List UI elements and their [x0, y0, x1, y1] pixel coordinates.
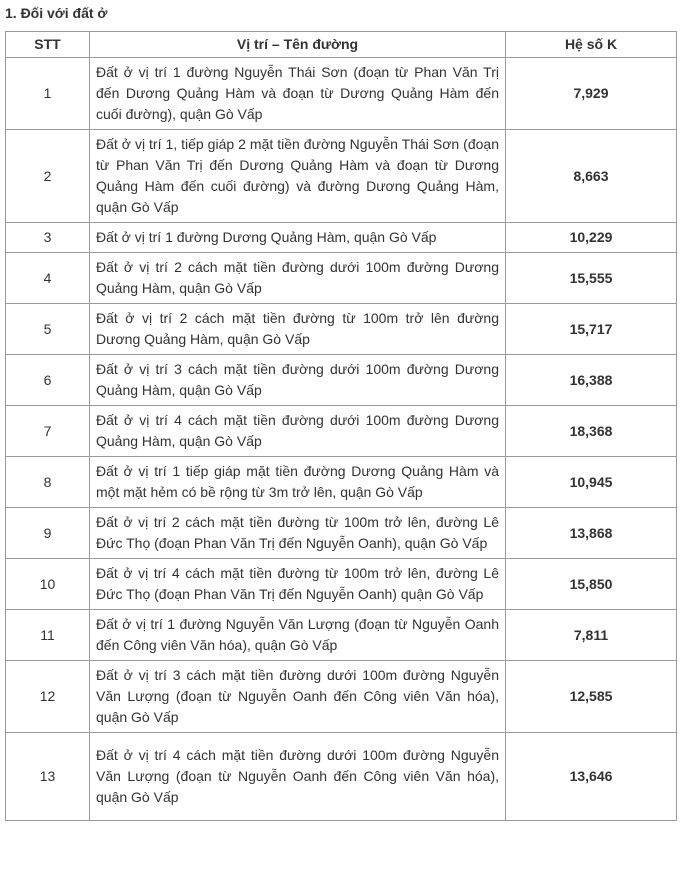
cell-stt: 7	[6, 406, 90, 457]
cell-k: 8,663	[506, 130, 677, 223]
cell-k: 7,929	[506, 58, 677, 130]
cell-location: Đất ở vị trí 3 cách mặt tiền đường dưới 100m đường Nguyễn Văn Lượng (đoạn từ Nguyễn Oanh đến Công viên Văn hóa), quận Gò Vấp	[90, 661, 506, 733]
cell-location: Đất ở vị trí 1 tiếp giáp mặt tiền đường Dương Quảng Hàm và một mặt hẻm có bề rộng từ 3m trở lên, quận Gò Vấp	[90, 457, 506, 508]
cell-stt: 3	[6, 223, 90, 253]
cell-k: 12,585	[506, 661, 677, 733]
cell-k: 7,811	[506, 610, 677, 661]
header-location: Vị trí – Tên đường	[90, 32, 506, 58]
cell-location: Đất ở vị trí 1 đường Nguyễn Văn Lượng (đoạn từ Nguyễn Oanh đến Công viên Văn hóa), quận Gò Vấp	[90, 610, 506, 661]
table-row	[6, 559, 677, 610]
cell-location: Đất ở vị trí 4 cách mặt tiền đường dưới 100m đường Dương Quảng Hàm, quận Gò Vấp	[90, 406, 506, 457]
cell-k: 15,717	[506, 304, 677, 355]
cell-stt: 2	[6, 130, 90, 223]
cell-location: Đất ở vị trí 2 cách mặt tiền đường từ 100m trở lên đường Dương Quảng Hàm, quận Gò Vấp	[90, 304, 506, 355]
table-row	[6, 304, 677, 355]
cell-location: Đất ở vị trí 4 cách mặt tiền đường từ 100m trở lên, đường Lê Đức Thọ (đoạn Phan Văn Trị đến Nguyễn Oanh) quận Gò Vấp	[90, 559, 506, 610]
cell-stt: 11	[6, 610, 90, 661]
header-stt: STT	[6, 32, 90, 58]
cell-k: 13,646	[506, 733, 677, 821]
cell-k: 18,368	[506, 406, 677, 457]
cell-k: 15,555	[506, 253, 677, 304]
cell-stt: 13	[6, 733, 90, 821]
cell-location: Đất ở vị trí 1, tiếp giáp 2 mặt tiền đường Nguyễn Thái Sơn (đoạn từ Phan Văn Trị đến Dương Quảng Hàm và đoạn từ Dương Quảng Hàm đến cuối đường) và đường Dương Quảng Hàm, quận Gò Vấp	[90, 130, 506, 223]
cell-stt: 6	[6, 355, 90, 406]
cell-k: 13,868	[506, 508, 677, 559]
cell-location: Đất ở vị trí 1 đường Dương Quảng Hàm, quận Gò Vấp	[90, 223, 506, 253]
cell-stt: 12	[6, 661, 90, 733]
cell-k: 15,850	[506, 559, 677, 610]
cell-k: 16,388	[506, 355, 677, 406]
table-row	[6, 610, 677, 661]
cell-location: Đất ở vị trí 4 cách mặt tiền đường dưới 100m đường Nguyễn Văn Lượng (đoạn từ Nguyễn Oanh đến Công viên Văn hóa), quận Gò Vấp	[90, 733, 506, 821]
table-row	[6, 253, 677, 304]
table-row	[6, 457, 677, 508]
cell-stt: 8	[6, 457, 90, 508]
section-title: 1. Đối với đất ở	[5, 5, 108, 21]
cell-location: Đất ở vị trí 2 cách mặt tiền đường dưới 100m đường Dương Quảng Hàm, quận Gò Vấp	[90, 253, 506, 304]
header-k: Hệ số K	[506, 32, 677, 58]
cell-stt: 9	[6, 508, 90, 559]
table-row	[6, 355, 677, 406]
coefficient-table	[5, 31, 677, 821]
table-header-row	[6, 32, 677, 58]
cell-location: Đất ở vị trí 2 cách mặt tiền đường từ 100m trở lên, đường Lê Đức Thọ (đoạn Phan Văn Trị đến Nguyễn Oanh), quận Gò Vấp	[90, 508, 506, 559]
table-row	[6, 223, 677, 253]
cell-k: 10,945	[506, 457, 677, 508]
table-row	[6, 733, 677, 821]
cell-stt: 1	[6, 58, 90, 130]
cell-location: Đất ở vị trí 3 cách mặt tiền đường dưới 100m đường Dương Quảng Hàm, quận Gò Vấp	[90, 355, 506, 406]
cell-stt: 5	[6, 304, 90, 355]
table-row	[6, 406, 677, 457]
cell-k: 10,229	[506, 223, 677, 253]
table-row	[6, 508, 677, 559]
table-row	[6, 130, 677, 223]
cell-location: Đất ở vị trí 1 đường Nguyễn Thái Sơn (đoạn từ Phan Văn Trị đến Dương Quảng Hàm và đoạn từ Dương Quảng Hàm đến cuối đường), quận Gò Vấp	[90, 58, 506, 130]
cell-stt: 4	[6, 253, 90, 304]
cell-stt: 10	[6, 559, 90, 610]
table-row	[6, 58, 677, 130]
table-row	[6, 661, 677, 733]
